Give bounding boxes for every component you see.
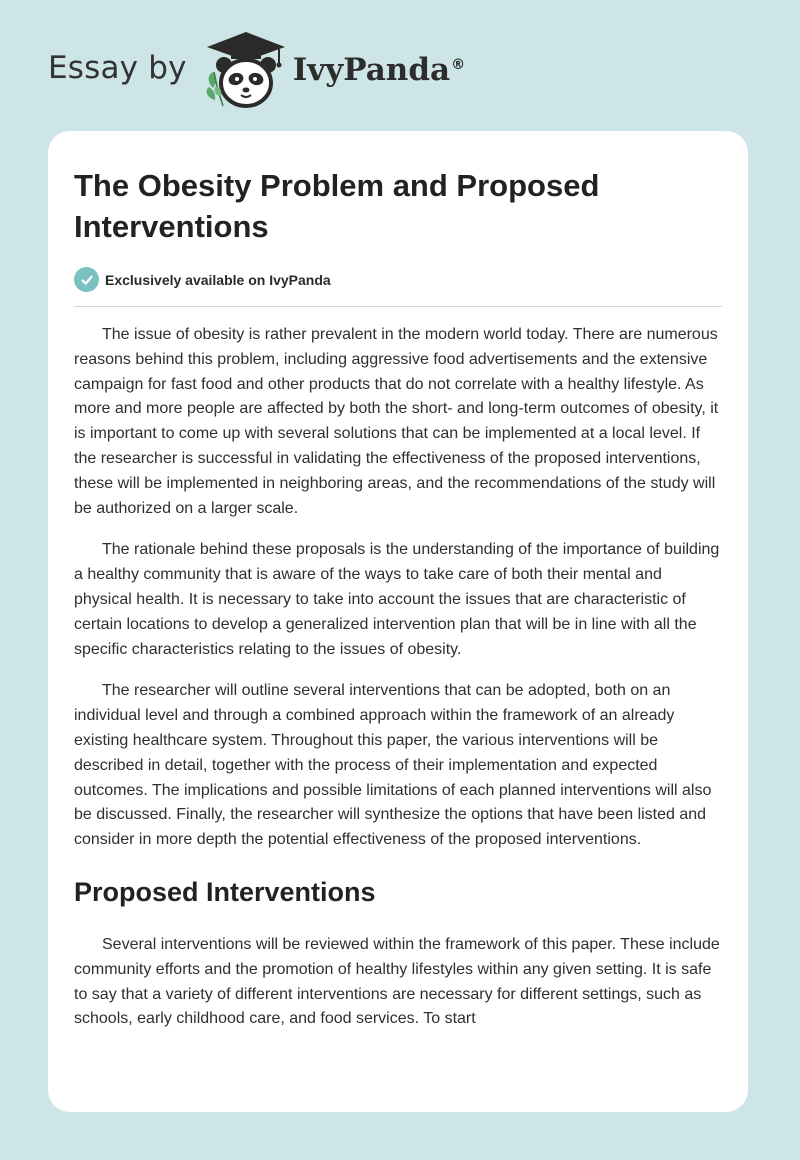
- paragraph: The researcher will outline several interventions that can be adopted, both on an individual level and through a combined approach within the framework of an already existing healthcare system. Throughout this paper, the various interventions will be described in detail, together with the process of their implementation and expected outcomes. The implications and possible limitations of each planned interventions will also be discussed. Finally, the researcher will synthesize the options that have been listed and consider in more depth the potential effectiveness of the proposed interventions.: [74, 682, 712, 849]
- essay-body: [74, 323, 722, 1032]
- brand-header: [48, 30, 465, 110]
- essay-card: [48, 131, 748, 1112]
- paragraph: The issue of obesity is rather prevalent in the modern world today. There are numerous reasons behind this problem, including aggressive food advertisements and the extensive campaign for fast food and other products that do not correlate with a healthy lifestyle. As more and more people are affected by both the short- and long-term outcomes of obesity, it is important to come up with several solutions that can be implemented at a local level. If the researcher is successful in validating the effectiveness of the proposed interventions, these will be implemented in neighboring areas, and the recommendations of the study will be authorized on a larger scale.: [74, 326, 719, 517]
- brand-prefix: Essay by: [48, 50, 187, 86]
- panda-logo-icon[interactable]: [201, 30, 291, 110]
- section-heading: Proposed Interventions: [74, 876, 376, 907]
- page-title: The Obesity Problem and Proposed Interventions: [74, 168, 600, 244]
- paragraph: Several interventions will be reviewed within the framework of this paper. These include community efforts and the promotion of healthy lifestyles within any given setting. It is safe to say that a variety of different interventions are necessary for different settings, such as schools, early childhood care, and food services. To start: [74, 935, 720, 1028]
- exclusive-label: Exclusively available on IvyPanda: [105, 271, 331, 288]
- exclusive-badge: [74, 267, 722, 307]
- brand-name[interactable]: IvyPanda®: [292, 52, 466, 88]
- check-icon: [74, 267, 99, 292]
- paragraph: The rationale behind these proposals is the understanding of the importance of building a healthy community that is aware of the ways to take care of both their mental and physical health. It is necessary to take into account the issues that are characteristic of certain locations to develop a generalized intervention plan that will be in line with all the specific characteristics relating to the issues of obesity.: [74, 541, 720, 658]
